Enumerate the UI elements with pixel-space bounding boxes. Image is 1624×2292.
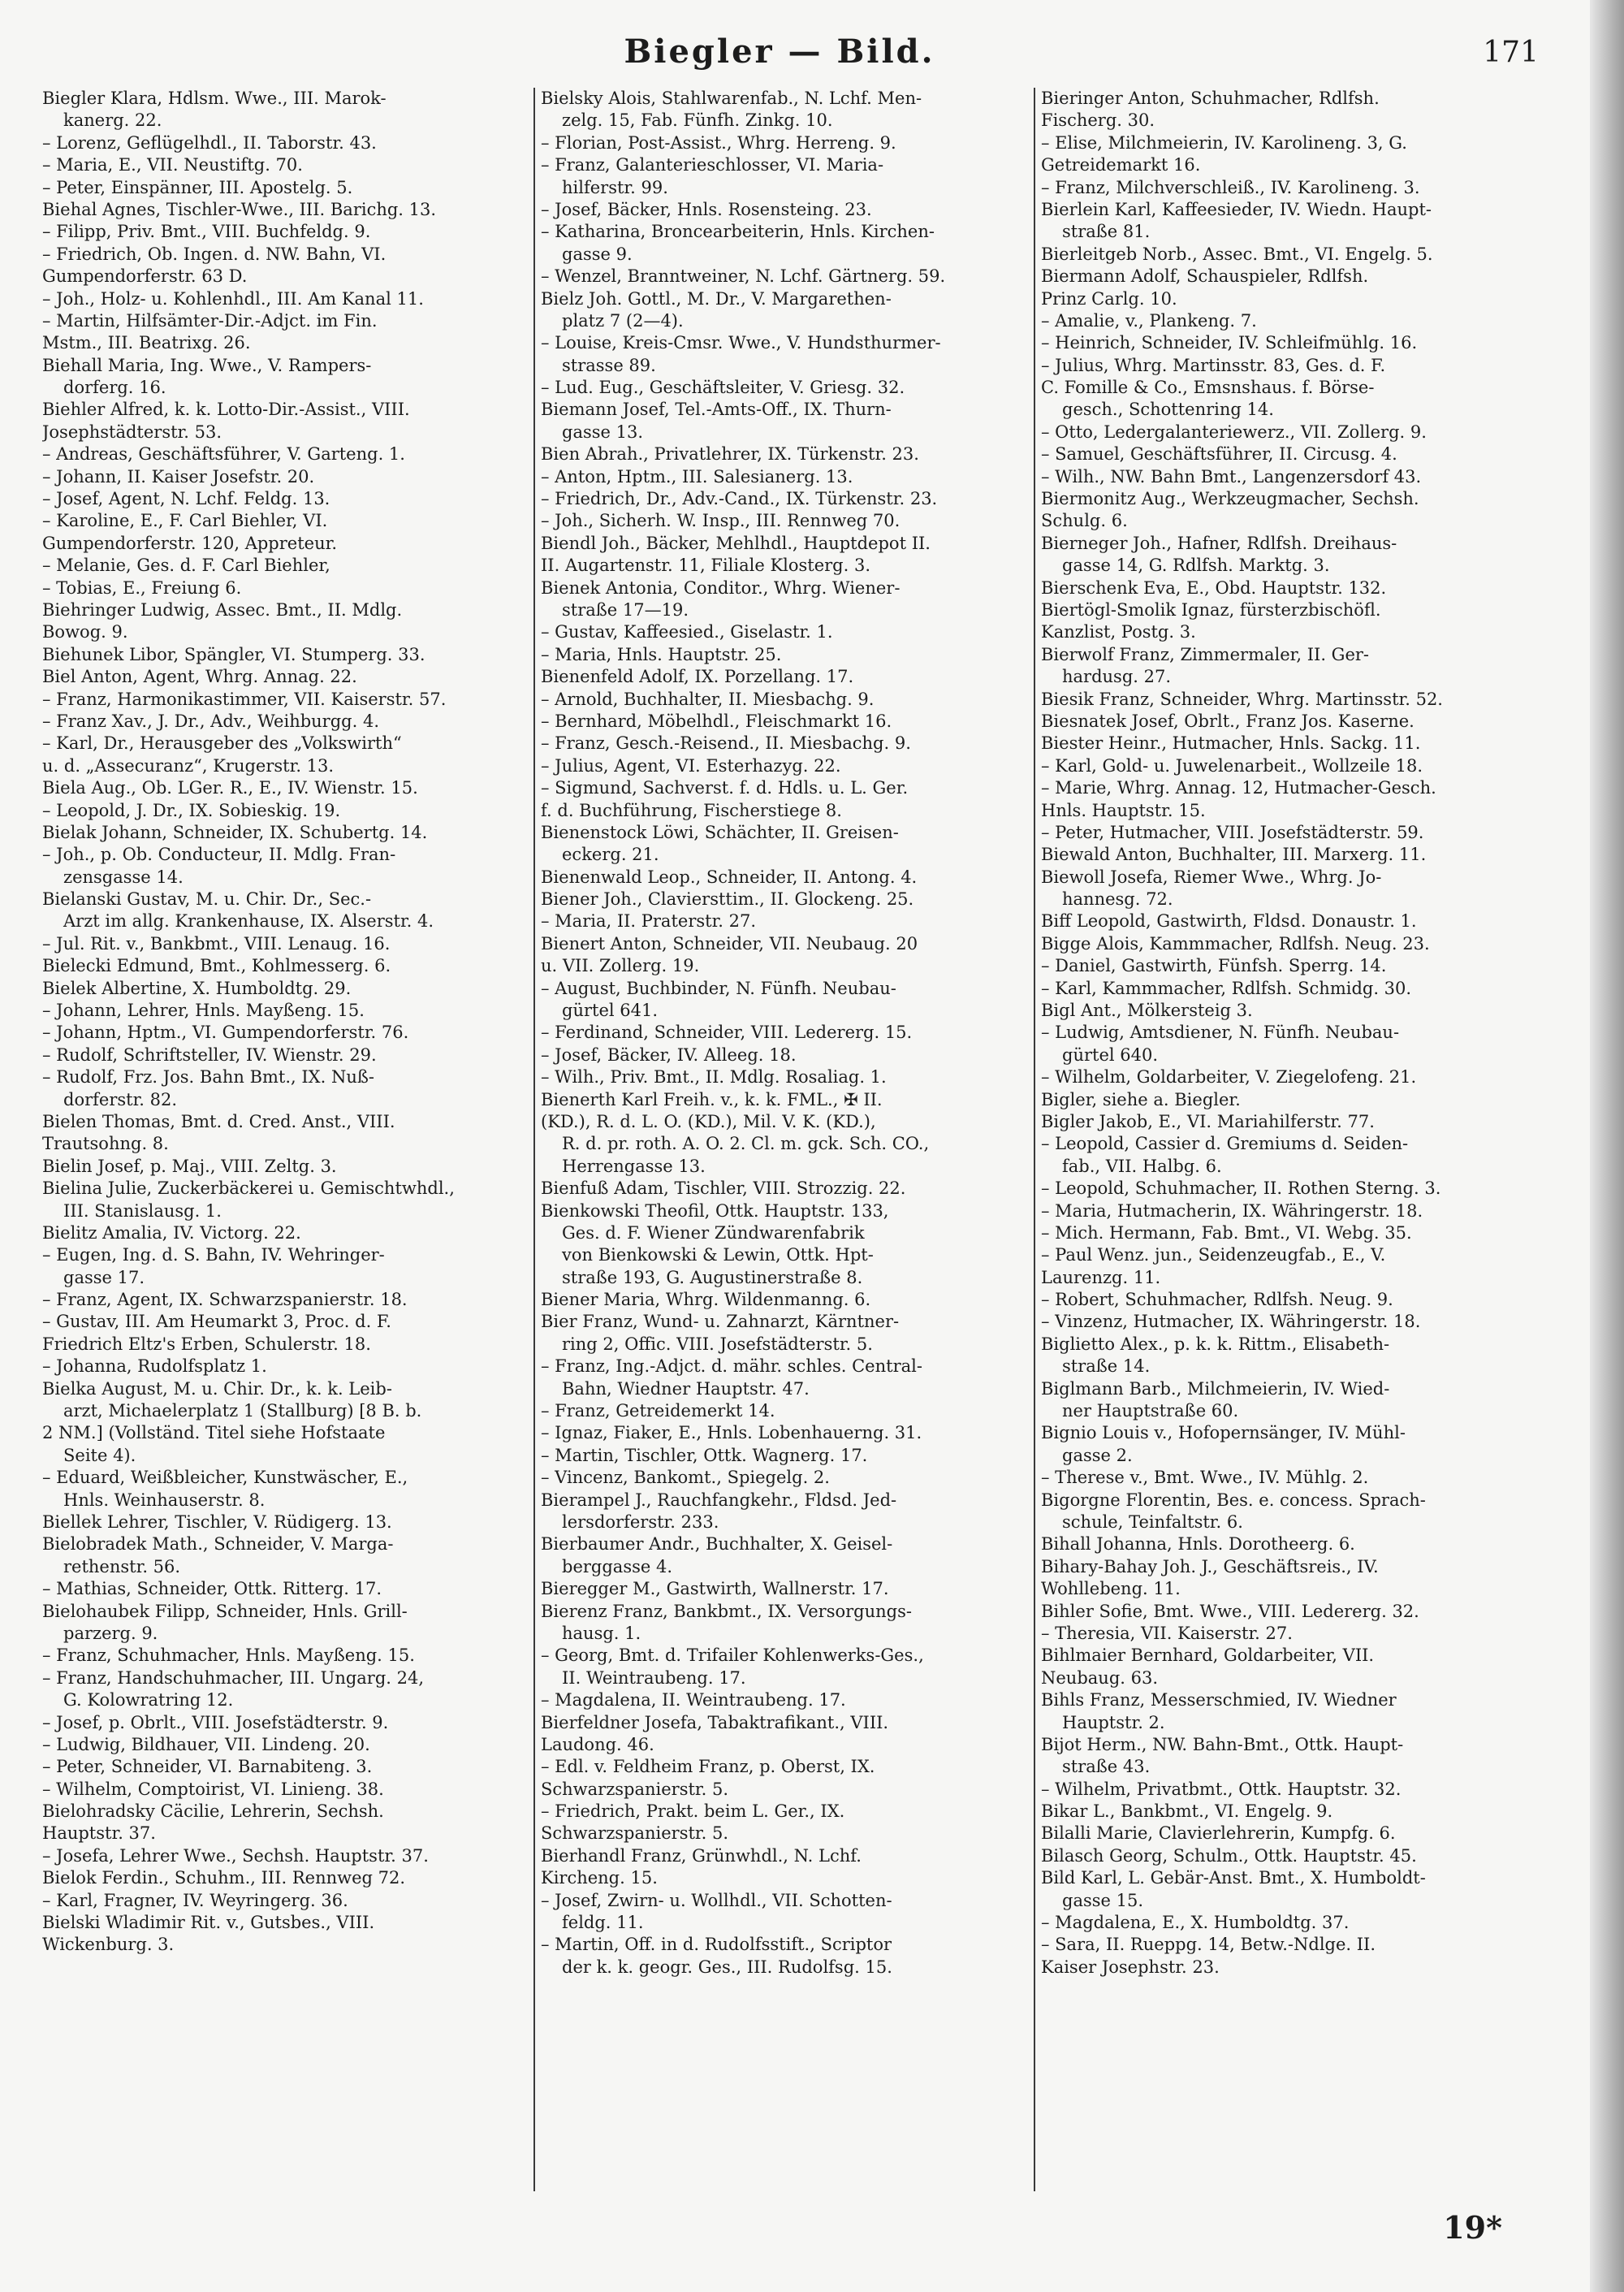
directory-line: Wohllebeng. 11. <box>1041 1579 1181 1599</box>
directory-line: dorferstr. 82. <box>63 1089 178 1109</box>
signature-mark: 19* <box>1443 2209 1502 2246</box>
directory-line: Bier Franz, Wund- u. Zahnarzt, Kärntner- <box>541 1312 900 1332</box>
column-rule-2 <box>1034 88 1035 2191</box>
directory-line: – Joh., Sicherh. W. Insp., III. Rennweg 70. <box>541 511 901 531</box>
directory-line: Bielsky Alois, Stahlwarenfab., N. Lchf. Men- <box>541 89 922 108</box>
directory-line: gesch., Schottenring 14. <box>1062 400 1274 420</box>
directory-line: – Wilh., Priv. Bmt., II. Mdlg. Rosaliag. 1. <box>541 1067 887 1088</box>
directory-line: Getreidemarkt 16. <box>1041 155 1201 175</box>
directory-line: – Franz, Schuhmacher, Hnls. Mayßeng. 15. <box>42 1645 415 1666</box>
directory-line: Biesnatek Josef, Obrlt., Franz Jos. Kaserne. <box>1041 711 1415 731</box>
directory-line: Bielen Thomas, Bmt. d. Cred. Anst., VIII. <box>42 1111 395 1131</box>
directory-line: parzerg. 9. <box>63 1623 158 1643</box>
directory-line: – Mich. Hermann, Fab. Bmt., VI. Webg. 35. <box>1041 1222 1412 1243</box>
directory-line: – Julius, Whrg. Martinsstr. 83, Ges. d. F. <box>1041 355 1386 375</box>
directory-line: Bielski Wladimir Rit. v., Gutsbes., VIII. <box>42 1913 375 1933</box>
directory-line: Arzt im allg. Krankenhause, IX. Alserstr. 4. <box>63 911 434 932</box>
directory-line: III. Stanislausg. 1. <box>63 1200 222 1221</box>
directory-line: Mstm., III. Beatrixg. 26. <box>42 333 251 353</box>
directory-line: – Elise, Milchmeierin, IV. Karolineng. 3, G. <box>1041 132 1407 153</box>
directory-line: – Vinzenz, Hutmacher, IX. Währingerstr. 18. <box>1041 1312 1421 1332</box>
directory-line: der k. k. geogr. Ges., III. Rudolfsg. 15. <box>562 1957 892 1977</box>
column-2 <box>541 88 1025 2191</box>
directory-line: Bierleitgeb Norb., Assec. Bmt., VI. Engelg. 5. <box>1041 244 1433 264</box>
directory-line: Bihary-Bahay Joh. J., Geschäftsreis., IV. <box>1041 1556 1379 1576</box>
directory-line: Biertögl-Smolik Ignaz, fürsterzbischöfl. <box>1041 599 1381 620</box>
directory-line: – Franz Xav., J. Dr., Adv., Weihburgg. 4. <box>42 711 379 731</box>
directory-line: – Joh., Holz- u. Kohlenhdl., III. Am Kanal 11. <box>42 288 424 309</box>
directory-line: Bielek Albertine, X. Humboldtg. 29. <box>42 978 352 998</box>
directory-line: – Otto, Ledergalanteriewerz., VII. Zollerg. 9. <box>1041 422 1427 442</box>
directory-line: – Magdalena, II. Weintraubeng. 17. <box>541 1690 846 1710</box>
directory-line: Bilasch Georg, Schulm., Ottk. Hauptstr. 45. <box>1041 1845 1417 1866</box>
directory-line: – Joh., p. Ob. Conducteur, II. Mdlg. Fran- <box>42 845 396 865</box>
directory-line: – Theresia, VII. Kaiserstr. 27. <box>1041 1623 1293 1643</box>
directory-line: Hauptstr. 2. <box>1062 1712 1165 1732</box>
directory-line: – Paul Wenz. jun., Seidenzeugfab., E., V. <box>1041 1245 1386 1265</box>
directory-line: Bielak Johann, Schneider, IX. Schubertg. 14. <box>42 822 428 842</box>
directory-line: Biel Anton, Agent, Whrg. Annag. 22. <box>42 667 357 687</box>
directory-line: – August, Buchbinder, N. Fünfh. Neubau- <box>541 978 896 998</box>
directory-line: – Johann, Lehrer, Hnls. Mayßeng. 15. <box>42 1001 365 1021</box>
column-rule-1 <box>533 88 535 2191</box>
directory-line: 2 NM.] (Vollständ. Titel siehe Hofstaate <box>42 1423 386 1443</box>
directory-line: – Ferdinand, Schneider, VIII. Ledererg. 15. <box>541 1023 913 1043</box>
directory-line: – Sigmund, Sachverst. f. d. Hdls. u. L. Ger. <box>541 778 909 798</box>
directory-line: Bierlein Karl, Kaffeesieder, IV. Wiedn. Haupt- <box>1041 199 1432 219</box>
directory-line: Bierneger Joh., Hafner, Rdlfsh. Dreihaus- <box>1041 533 1397 553</box>
directory-line: – Karl, Fragner, IV. Weyringerg. 36. <box>42 1890 348 1910</box>
page-edge-shadow <box>1590 0 1624 2292</box>
directory-line: – Jul. Rit. v., Bankbmt., VIII. Lenaug. 16. <box>42 933 391 954</box>
directory-line: Bierbaumer Andr., Buchhalter, X. Geisel- <box>541 1534 893 1555</box>
directory-line: – Karl, Kammmacher, Rdlfsh. Schmidg. 30. <box>1041 978 1412 998</box>
directory-line: hannesg. 72. <box>1062 889 1173 910</box>
directory-line: Biermann Adolf, Schauspieler, Rdlfsh. <box>1041 266 1369 287</box>
directory-line: – Gustav, III. Am Heumarkt 3, Proc. d. F. <box>42 1312 391 1332</box>
directory-line: Bielina Julie, Zuckerbäckerei u. Gemischtwhdl., <box>42 1178 455 1199</box>
directory-line: gasse 9. <box>562 244 633 264</box>
directory-line: – Johann, Hptm., VI. Gumpendorferstr. 76. <box>42 1023 409 1043</box>
directory-line: hilferstr. 99. <box>562 177 668 197</box>
directory-line: – Eduard, Weißbleicher, Kunstwäscher, E., <box>42 1468 408 1488</box>
directory-line: fab., VII. Halbg. 6. <box>1062 1156 1222 1176</box>
directory-line: – Samuel, Geschäftsführer, II. Circusg. 4. <box>1041 444 1397 465</box>
directory-line: R. d. pr. roth. A. O. 2. Cl. m. gck. Sch. CO., <box>562 1134 930 1154</box>
directory-line: – Lorenz, Geflügelhdl., II. Taborstr. 43. <box>42 132 377 153</box>
directory-line: – Maria, Hnls. Hauptstr. 25. <box>541 644 782 664</box>
directory-line: Biewoll Josefa, Riemer Wwe., Whrg. Jo- <box>1041 867 1382 887</box>
directory-line: Bowog. 9. <box>42 622 128 642</box>
directory-line: – Maria, E., VII. Neustiftg. 70. <box>42 155 303 175</box>
directory-line: – Arnold, Buchhalter, II. Miesbachg. 9. <box>541 689 875 709</box>
directory-line: Bigge Alois, Kammmacher, Rdlfsh. Neug. 23. <box>1041 933 1430 954</box>
directory-line: – Maria, Hutmacherin, IX. Währingerstr. 18. <box>1041 1200 1423 1221</box>
directory-line: – Melanie, Ges. d. F. Carl Biehler, <box>42 556 330 576</box>
directory-line: Bienenstock Löwi, Schächter, II. Greisen- <box>541 822 899 842</box>
directory-line: eckerg. 21. <box>562 845 659 865</box>
directory-line: Bielohaubek Filipp, Schneider, Hnls. Grill- <box>42 1601 408 1621</box>
directory-line: Biehringer Ludwig, Assec. Bmt., II. Mdlg. <box>42 599 403 620</box>
directory-line: Bigl Ant., Mölkersteig 3. <box>1041 1001 1253 1021</box>
directory-line: Biela Aug., Ob. LGer. R., E., IV. Wienstr. 15. <box>42 778 418 798</box>
directory-line: Josephstädterstr. 53. <box>42 422 222 442</box>
directory-line: – Andreas, Geschäftsführer, V. Garteng. 1. <box>42 444 405 465</box>
directory-line: Bihall Johanna, Hnls. Dorotheerg. 6. <box>1041 1534 1355 1555</box>
directory-line: hardusg. 27. <box>1062 667 1172 687</box>
directory-line: – Josef, Bäcker, Hnls. Rosensteing. 23. <box>541 199 872 219</box>
directory-line: Biegler Klara, Hdlsm. Wwe., III. Marok- <box>42 89 387 108</box>
directory-line: Seite 4). <box>63 1445 136 1465</box>
directory-line: – Therese v., Bmt. Wwe., IV. Mühlg. 2. <box>1041 1468 1369 1488</box>
directory-line: gasse 15. <box>1062 1890 1144 1910</box>
directory-line: – Robert, Schuhmacher, Rdlfsh. Neug. 9. <box>1041 1290 1393 1310</box>
directory-line: – Gustav, Kaffeesied., Giselastr. 1. <box>541 622 833 642</box>
directory-line: – Sara, II. Rueppg. 14, Betw.-Ndlge. II. <box>1041 1935 1376 1955</box>
directory-line: – Wilhelm, Comptoirist, VI. Linieng. 38. <box>42 1779 384 1799</box>
directory-line: arzt, Michaelerplatz 1 (Stallburg) [8 B. b. <box>63 1401 422 1421</box>
directory-line: Bielitz Amalia, IV. Victorg. 22. <box>42 1222 301 1243</box>
directory-line: – Julius, Agent, VI. Esterhazyg. 22. <box>541 755 841 776</box>
directory-line: – Louise, Kreis-Cmsr. Wwe., V. Hundsthurmer- <box>541 333 941 353</box>
directory-line: Biehler Alfred, k. k. Lotto-Dir.-Assist., VIII. <box>42 400 410 420</box>
directory-line: Bierampel J., Rauchfangkehr., Fldsd. Jed- <box>541 1490 897 1510</box>
directory-columns <box>42 88 1546 2191</box>
directory-line: Biglietto Alex., p. k. k. Rittm., Elisabeth- <box>1041 1334 1390 1354</box>
directory-line: Friedrich Eltz's Erben, Schulerstr. 18. <box>42 1334 371 1354</box>
directory-line: Wickenburg. 3. <box>42 1935 175 1955</box>
directory-line: Biehal Agnes, Tischler-Wwe., III. Barichg. 13. <box>42 199 437 219</box>
directory-line: Biewald Anton, Buchhalter, III. Marxerg. 11. <box>1041 845 1427 865</box>
directory-line: – Josef, p. Obrlt., VIII. Josefstädterstr. 9. <box>42 1712 389 1732</box>
directory-line: Bielin Josef, p. Maj., VIII. Zeltg. 3. <box>42 1156 337 1176</box>
directory-line: – Mathias, Schneider, Ottk. Ritterg. 17. <box>42 1579 382 1599</box>
directory-line: – Martin, Hilfsämter-Dir.-Adjct. im Fin. <box>42 310 378 331</box>
directory-line: Schwarzspanierstr. 5. <box>541 1779 729 1799</box>
directory-line: Bienerth Karl Freih. v., k. k. FML., ✠ II. <box>541 1089 883 1109</box>
directory-line: – Franz, Getreidemerkt 14. <box>541 1401 775 1421</box>
directory-line: – Friedrich, Ob. Ingen. d. NW. Bahn, VI. <box>42 244 387 264</box>
directory-line: Bielok Ferdin., Schuhm., III. Rennweg 72. <box>42 1868 406 1888</box>
directory-line: Bilalli Marie, Clavierlehrerin, Kumpfg. 6. <box>1041 1823 1396 1844</box>
directory-line: – Friedrich, Prakt. beim L. Ger., IX. <box>541 1801 845 1822</box>
directory-line: hausg. 1. <box>562 1623 641 1643</box>
directory-line: ring 2, Offic. VIII. Josefstädterstr. 5. <box>562 1334 873 1354</box>
directory-line: zelg. 15, Fab. Fünfh. Zinkg. 10. <box>562 110 833 131</box>
directory-line: – Wilhelm, Goldarbeiter, V. Ziegelofeng. 21. <box>1041 1067 1417 1088</box>
directory-line: Biermonitz Aug., Werkzeugmacher, Sechsh. <box>1041 489 1419 509</box>
directory-line: schule, Teinfaltstr. 6. <box>1062 1512 1243 1532</box>
directory-line: Biff Leopold, Gastwirth, Fldsd. Donaustr. 1. <box>1041 911 1417 932</box>
directory-line: lersdorferstr. 233. <box>562 1512 719 1532</box>
directory-line: – Katharina, Broncearbeiterin, Hnls. Kirchen- <box>541 222 935 242</box>
directory-line: straße 193, G. Augustinerstraße 8. <box>562 1267 863 1287</box>
directory-line: – Ludwig, Bildhauer, VII. Lindeng. 20. <box>42 1734 370 1754</box>
directory-line: gasse 17. <box>63 1267 145 1287</box>
directory-line: – Karl, Dr., Herausgeber des „Volkswirth“ <box>42 733 402 754</box>
directory-line: gasse 2. <box>1062 1445 1133 1465</box>
page-header <box>0 32 1575 89</box>
directory-line: – Marie, Whrg. Annag. 12, Hutmacher-Gesch. <box>1041 778 1436 798</box>
directory-line: – Karl, Gold- u. Juwelenarbeit., Wollzeile 18. <box>1041 755 1423 776</box>
directory-line: Bienert Anton, Schneider, VII. Neubaug. 20 <box>541 933 918 954</box>
running-head: Biegler — Bild. <box>624 32 935 71</box>
directory-line: – Johann, II. Kaiser Josefstr. 20. <box>42 466 315 487</box>
directory-line: G. Kolowratring 12. <box>63 1690 234 1710</box>
directory-line: – Eugen, Ing. d. S. Bahn, IV. Wehringer- <box>42 1245 385 1265</box>
directory-line: Bikar L., Bankbmt., VI. Engelg. 9. <box>1041 1801 1333 1822</box>
directory-line: Ges. d. F. Wiener Zündwarenfabrik <box>562 1222 865 1243</box>
directory-line: Bierschenk Eva, E., Obd. Hauptstr. 132. <box>1041 577 1387 598</box>
directory-line: – Anton, Hptm., III. Salesianerg. 13. <box>541 466 853 487</box>
directory-line: – Franz, Milchverschleiß., IV. Karolineng. 3. <box>1041 177 1420 197</box>
directory-line: C. Fomille & Co., Emsnshaus. f. Börse- <box>1041 378 1375 398</box>
directory-line: Bigler, siehe a. Biegler. <box>1041 1089 1241 1109</box>
directory-line: – Filipp, Priv. Bmt., VIII. Buchfeldg. 9. <box>42 222 371 242</box>
directory-line: – Franz, Handschuhmacher, III. Ungarg. 24, <box>42 1667 425 1688</box>
directory-line: zensgasse 14. <box>63 867 184 887</box>
directory-line: – Georg, Bmt. d. Trifailer Kohlenwerks-Ges., <box>541 1645 924 1666</box>
directory-line: Biemann Josef, Tel.-Amts-Off., IX. Thurn- <box>541 400 892 420</box>
directory-line: ner Hauptstraße 60. <box>1062 1401 1239 1421</box>
directory-line: Hnls. Hauptstr. 15. <box>1041 800 1206 820</box>
directory-line: u. d. „Assecuranz“, Krugerstr. 13. <box>42 755 335 776</box>
directory-line: Neubaug. 63. <box>1041 1667 1159 1688</box>
directory-line: – Josefa, Lehrer Wwe., Sechsh. Hauptstr. 37. <box>42 1845 429 1866</box>
directory-line: Trautsohng. 8. <box>42 1134 169 1154</box>
directory-line: Biener Maria, Whrg. Wildenmanng. 6. <box>541 1290 871 1310</box>
directory-line: gürtel 640. <box>1062 1044 1159 1065</box>
directory-line: – Wenzel, Branntweiner, N. Lchf. Gärtnerg. 59. <box>541 266 946 287</box>
directory-line: Biehall Maria, Ing. Wwe., V. Rampers- <box>42 355 372 375</box>
directory-line: Bienkowski Theofil, Ottk. Hauptstr. 133, <box>541 1200 889 1221</box>
directory-line: dorferg. 16. <box>63 378 166 398</box>
directory-line: straße 14. <box>1062 1356 1151 1377</box>
directory-line: – Peter, Einspänner, III. Apostelg. 5. <box>42 177 353 197</box>
directory-line: u. VII. Zollerg. 19. <box>541 956 700 976</box>
directory-line: Bihler Sofie, Bmt. Wwe., VIII. Ledererg. 32. <box>1041 1601 1419 1621</box>
directory-line: – Leopold, J. Dr., IX. Sobieskig. 19. <box>42 800 341 820</box>
directory-line: Hnls. Weinhauserstr. 8. <box>63 1490 266 1510</box>
directory-line: – Leopold, Schuhmacher, II. Rothen Sterng. 3. <box>1041 1178 1441 1199</box>
directory-line: – Amalie, v., Plankeng. 7. <box>1041 310 1257 331</box>
directory-line: – Franz, Harmonikastimmer, VII. Kaiserstr. 57. <box>42 689 447 709</box>
directory-line: – Florian, Post-Assist., Whrg. Herreng. 9. <box>541 132 896 153</box>
directory-line: – Vincenz, Bankomt., Spiegelg. 2. <box>541 1468 830 1488</box>
directory-line: Biehunek Libor, Spängler, VI. Stumperg. 33. <box>42 644 425 664</box>
directory-line: Bien Abrah., Privatlehrer, IX. Türkenstr. 23. <box>541 444 919 465</box>
directory-line: Bierenz Franz, Bankbmt., IX. Versorgungs- <box>541 1601 912 1621</box>
directory-line: Bielohradsky Cäcilie, Lehrerin, Sechsh. <box>42 1801 384 1822</box>
directory-line: Biester Heinr., Hutmacher, Hnls. Sackg. 11. <box>1041 733 1421 754</box>
directory-line: Bielz Joh. Gottl., M. Dr., V. Margarethen- <box>541 288 892 309</box>
directory-line: Biglmann Barb., Milchmeierin, IV. Wied- <box>1041 1378 1390 1399</box>
directory-line: Bignio Louis v., Hofopernsänger, IV. Mühl- <box>1041 1423 1406 1443</box>
directory-line: Bienek Antonia, Conditor., Whrg. Wiener- <box>541 577 901 598</box>
directory-line: Gumpendorferstr. 63 D. <box>42 266 248 287</box>
directory-line: – Josef, Zwirn- u. Wollhdl., VII. Schotten- <box>541 1890 892 1910</box>
directory-line: gasse 13. <box>562 422 644 442</box>
directory-line: feldg. 11. <box>562 1913 644 1933</box>
directory-line: – Daniel, Gastwirth, Fünfsh. Sperrg. 14. <box>1041 956 1387 976</box>
column-3 <box>1041 88 1525 2191</box>
directory-line: – Franz, Galanterieschlosser, VI. Maria- <box>541 155 884 175</box>
directory-line: – Peter, Hutmacher, VIII. Josefstädterstr. 59. <box>1041 822 1424 842</box>
directory-line: Bierwolf Franz, Zimmermaler, II. Ger- <box>1041 644 1370 664</box>
directory-line: Bierhandl Franz, Grünwhdl., N. Lchf. <box>541 1845 862 1866</box>
directory-line: – Edl. v. Feldheim Franz, p. Oberst, IX. <box>541 1757 875 1777</box>
directory-line: Bigler Jakob, E., VI. Mariahilferstr. 77. <box>1041 1111 1375 1131</box>
directory-line: – Peter, Schneider, VI. Barnabiteng. 3. <box>42 1757 373 1777</box>
column-1 <box>42 88 526 2191</box>
directory-line: Kanzlist, Postg. 3. <box>1041 622 1196 642</box>
directory-line: – Karoline, E., F. Carl Biehler, VI. <box>42 511 328 531</box>
directory-line: Bielka August, M. u. Chir. Dr., k. k. Leib- <box>42 1378 392 1399</box>
directory-line: Gumpendorferstr. 120, Appreteur. <box>42 533 338 553</box>
directory-line: – Tobias, E., Freiung 6. <box>42 577 242 598</box>
directory-line: Kircheng. 15. <box>541 1868 658 1888</box>
page-number: 171 <box>1483 36 1539 69</box>
directory-line: – Franz, Gesch.-Reisend., II. Miesbachg. 9. <box>541 733 911 754</box>
directory-line: – Ludwig, Amtsdiener, N. Fünfh. Neubau- <box>1041 1023 1400 1043</box>
directory-line: strasse 89. <box>562 355 656 375</box>
directory-line: II. Weintraubeng. 17. <box>562 1667 746 1688</box>
directory-line: – Rudolf, Schriftsteller, IV. Wienstr. 29. <box>42 1044 377 1065</box>
directory-line: – Johanna, Rudolfsplatz 1. <box>42 1356 267 1377</box>
directory-line: Laudong. 46. <box>541 1734 654 1754</box>
directory-line: – Wilh., NW. Bahn Bmt., Langenzersdorf 43. <box>1041 466 1422 487</box>
directory-line: Bienfuß Adam, Tischler, VIII. Strozzig. 22. <box>541 1178 906 1199</box>
directory-line: – Ignaz, Fiaker, E., Hnls. Lobenhauerng. 31. <box>541 1423 922 1443</box>
directory-line: Bielecki Edmund, Bmt., Kohlmesserg. 6. <box>42 956 391 976</box>
directory-line: – Franz, Agent, IX. Schwarzspanierstr. 18. <box>42 1290 408 1310</box>
directory-line: Bienenfeld Adolf, IX. Porzellang. 17. <box>541 667 854 687</box>
directory-line: – Franz, Ing.-Adjct. d. mähr. schles. Central- <box>541 1356 922 1377</box>
directory-line: – Maria, II. Praterstr. 27. <box>541 911 757 932</box>
directory-line: Bigorgne Florentin, Bes. e. concess. Sprach- <box>1041 1490 1426 1510</box>
directory-line: von Bienkowski & Lewin, Ottk. Hpt- <box>562 1245 874 1265</box>
directory-line: Biener Joh., Claviersttim., II. Glockeng. 25. <box>541 889 914 910</box>
directory-line: (KD.), R. d. L. O. (KD.), Mil. V. K. (KD.), <box>541 1111 876 1131</box>
directory-line: Schulg. 6. <box>1041 511 1128 531</box>
directory-line: – Martin, Off. in d. Rudolfsstift., Scriptor <box>541 1935 892 1955</box>
directory-line: Hauptstr. 37. <box>42 1823 156 1844</box>
directory-line: Laurenzg. 11. <box>1041 1267 1161 1287</box>
directory-line: Bild Karl, L. Gebär-Anst. Bmt., X. Humboldt- <box>1041 1868 1426 1888</box>
directory-line: – Leopold, Cassier d. Gremiums d. Seiden- <box>1041 1134 1409 1154</box>
directory-line: straße 17—19. <box>562 599 689 620</box>
directory-line: – Josef, Bäcker, IV. Alleeg. 18. <box>541 1044 797 1065</box>
directory-line: – Bernhard, Möbelhdl., Fleischmarkt 16. <box>541 711 892 731</box>
directory-line: Bihlmaier Bernhard, Goldarbeiter, VII. <box>1041 1645 1375 1666</box>
directory-line: Biesik Franz, Schneider, Whrg. Martinsstr. 52. <box>1041 689 1443 709</box>
directory-line: rethenstr. 56. <box>63 1556 181 1576</box>
directory-line: Bielobradek Math., Schneider, V. Marga- <box>42 1534 394 1555</box>
directory-line: berggasse 4. <box>562 1556 673 1576</box>
directory-line: Bahn, Wiedner Hauptstr. 47. <box>562 1378 810 1399</box>
directory-line: II. Augartenstr. 11, Filiale Klosterg. 3. <box>541 556 871 576</box>
directory-line: – Josef, Agent, N. Lchf. Feldg. 13. <box>42 489 330 509</box>
directory-line: Fischerg. 30. <box>1041 110 1155 131</box>
directory-line: Bienenwald Leop., Schneider, II. Antong. 4. <box>541 867 918 887</box>
directory-line: Bierfeldner Josefa, Tabaktrafikant., VIII. <box>541 1712 889 1732</box>
directory-line: kanerg. 22. <box>63 110 162 131</box>
directory-line: Bieringer Anton, Schuhmacher, Rdlfsh. <box>1041 89 1380 108</box>
directory-line: Bielanski Gustav, M. u. Chir. Dr., Sec.- <box>42 889 372 910</box>
directory-line: – Magdalena, E., X. Humboldtg. 37. <box>1041 1913 1350 1933</box>
directory-line: Bihls Franz, Messerschmied, IV. Wiedner <box>1041 1690 1397 1710</box>
directory-line: straße 43. <box>1062 1757 1151 1777</box>
directory-line: Biendl Joh., Bäcker, Mehlhdl., Hauptdepot II. <box>541 533 931 553</box>
directory-line: – Wilhelm, Privatbmt., Ottk. Hauptstr. 32. <box>1041 1779 1402 1799</box>
directory-line: – Heinrich, Schneider, IV. Schleifmühlg. 16. <box>1041 333 1418 353</box>
directory-line: platz 7 (2—4). <box>562 310 684 331</box>
directory-line: straße 81. <box>1062 222 1151 242</box>
directory-line: Prinz Carlg. 10. <box>1041 288 1177 309</box>
directory-line: Herrengasse 13. <box>562 1156 706 1176</box>
directory-line: gürtel 641. <box>562 1001 659 1021</box>
directory-line: Biellek Lehrer, Tischler, V. Rüdigerg. 13. <box>42 1512 392 1532</box>
directory-line: Schwarzspanierstr. 5. <box>541 1823 729 1844</box>
directory-line: – Friedrich, Dr., Adv.-Cand., IX. Türkenstr. 23. <box>541 489 938 509</box>
directory-line: – Rudolf, Frz. Jos. Bahn Bmt., IX. Nuß- <box>42 1067 375 1088</box>
directory-line: Bieregger M., Gastwirth, Wallnerstr. 17. <box>541 1579 889 1599</box>
directory-line: Kaiser Josephstr. 23. <box>1041 1957 1220 1977</box>
directory-line: – Martin, Tischler, Ottk. Wagnerg. 17. <box>541 1445 868 1465</box>
directory-line: Bijot Herm., NW. Bahn-Bmt., Ottk. Haupt- <box>1041 1734 1404 1754</box>
directory-line: f. d. Buchführung, Fischerstiege 8. <box>541 800 842 820</box>
directory-line: – Lud. Eug., Geschäftsleiter, V. Griesg. 32. <box>541 378 905 398</box>
directory-line: gasse 14, G. Rdlfsh. Marktg. 3. <box>1062 556 1330 576</box>
